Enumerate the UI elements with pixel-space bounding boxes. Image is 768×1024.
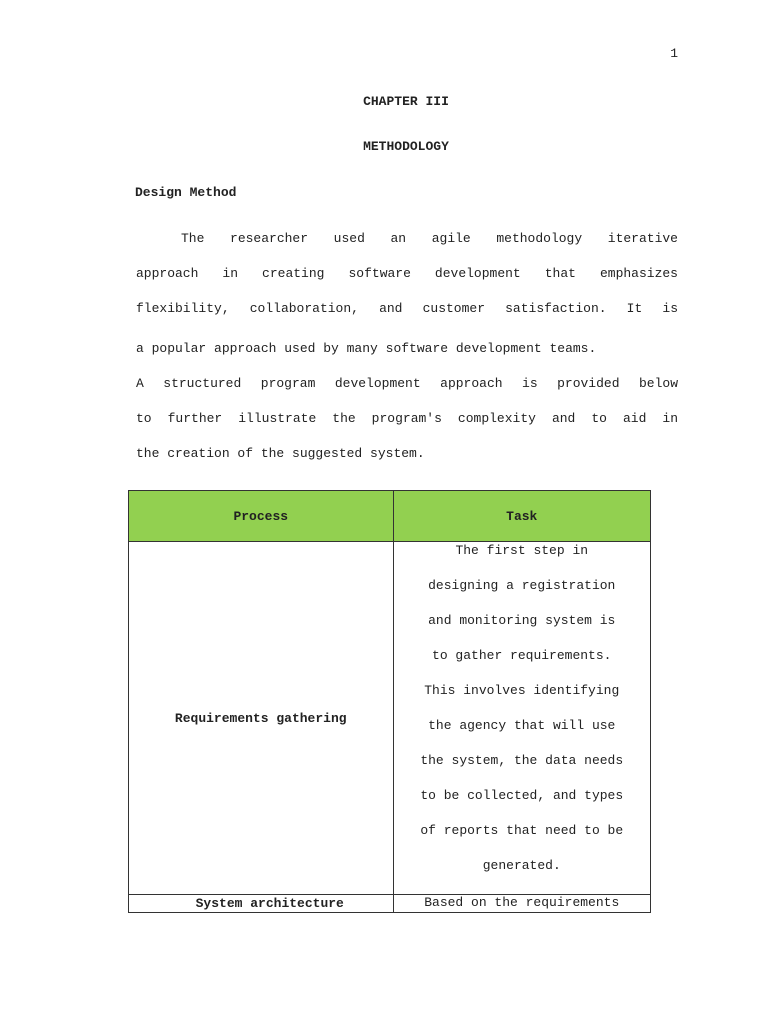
task-line: The first step in: [455, 543, 589, 558]
section-heading: Design Method: [135, 185, 237, 200]
table-row: [129, 542, 651, 895]
process-cell: Requirements gathering: [129, 542, 394, 895]
paragraph-line: flexibility, collaboration, and customer satisfaction. It is: [136, 301, 678, 316]
table-row: [129, 895, 651, 913]
paragraph-line: The researcher used an agile methodology iterative: [181, 231, 678, 246]
task-column-header: Task: [393, 491, 651, 542]
task-line: and monitoring system is: [428, 613, 616, 628]
task-line: to be collected, and types: [420, 788, 624, 803]
task-line: This involves identifying: [424, 683, 620, 698]
task-cell: [393, 542, 651, 895]
task-line: to gather requirements.: [432, 648, 612, 663]
table-header-row: [129, 491, 651, 542]
process-table: [128, 490, 651, 913]
task-line: Based on the requirements: [424, 895, 620, 910]
task-text: [394, 542, 651, 892]
paragraph-line: the creation of the suggested system.: [136, 446, 425, 461]
process-column-header: Process: [129, 491, 394, 542]
page-number: 1: [670, 46, 678, 61]
task-line: generated.: [482, 858, 561, 873]
chapter-title: METHODOLOGY: [363, 139, 449, 154]
paragraph-line: approach in creating software development that emphasizes: [136, 266, 678, 281]
task-line: of reports that need to be: [420, 823, 624, 838]
task-cell: [393, 895, 651, 913]
task-line: designing a registration: [428, 578, 616, 593]
body-paragraph: [136, 230, 678, 480]
process-cell: System architecture: [129, 895, 394, 913]
chapter-heading: CHAPTER III: [363, 94, 449, 109]
paragraph-line: A structured program development approach is provided below: [136, 376, 678, 391]
task-line: the system, the data needs: [420, 753, 624, 768]
task-line: the agency that will use: [428, 718, 616, 733]
paragraph-line: to further illustrate the program's complexity and to aid in: [136, 411, 678, 426]
paragraph-line: a popular approach used by many software development teams.: [136, 341, 597, 356]
